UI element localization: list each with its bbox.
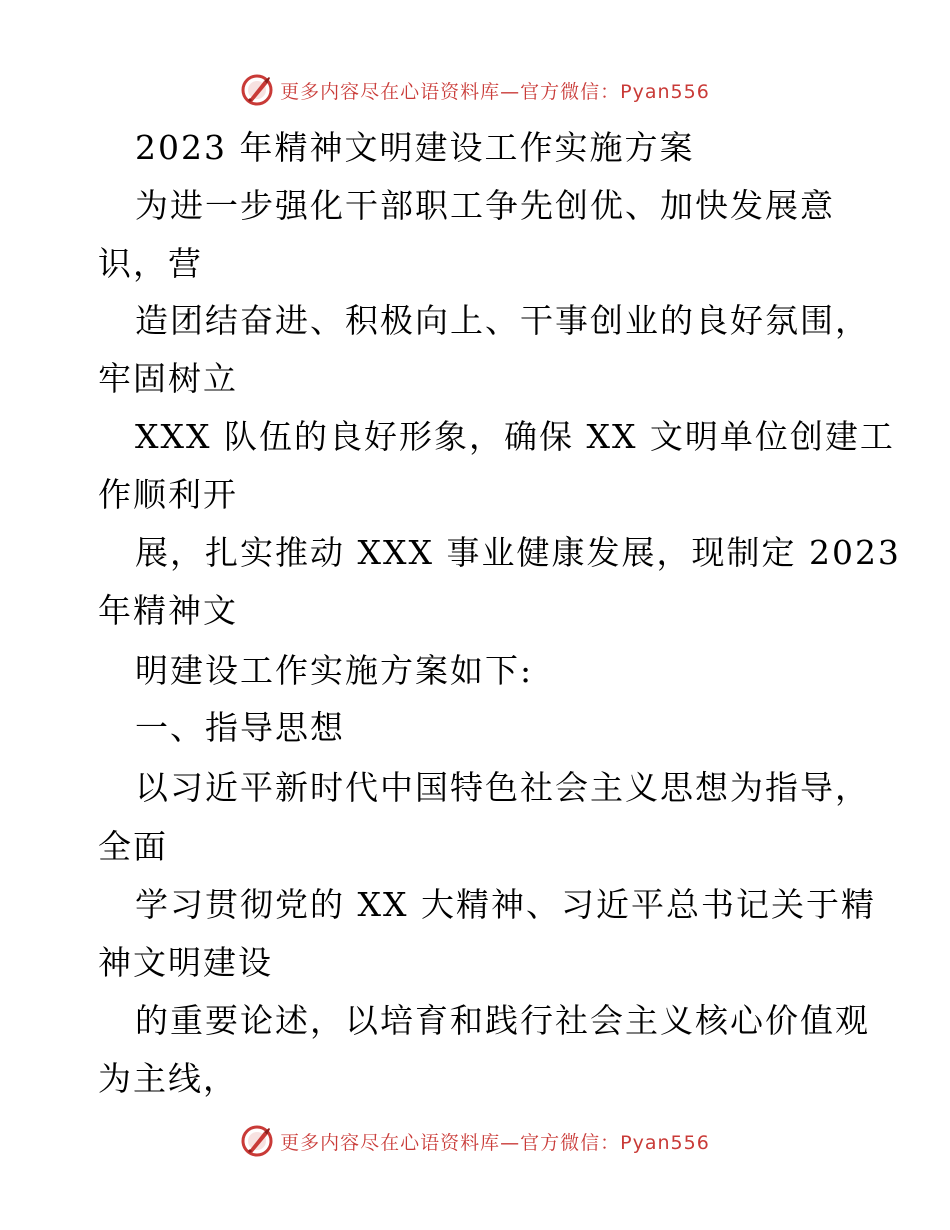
- paragraph-line: 以习近平新时代中国特色社会主义思想为指导，: [135, 768, 870, 807]
- paragraph-line: XXX 队伍的良好形象，确保 XX 文明单位创建工: [135, 417, 895, 456]
- document-title: 2023 年精神文明建设工作实施方案: [135, 128, 695, 167]
- paragraph-line: 展，扎实推动 XXX 事业健康发展，现制定 2023: [135, 533, 901, 572]
- paragraph-line: 学习贯彻党的 XX 大精神、习近平总书记关于精: [135, 885, 876, 924]
- paragraph-line: 年精神文: [98, 591, 238, 630]
- paragraph-line: 的重要论述，以培育和践行社会主义核心价值观: [135, 1001, 870, 1040]
- paragraph-line: 神文明建设: [98, 943, 273, 982]
- paragraph-line: 明建设工作实施方案如下:: [135, 651, 534, 690]
- feather-pen-seal-icon: [240, 1124, 274, 1158]
- header-banner: [0, 70, 950, 110]
- banner-text: 更多内容尽在心语资料库—官方微信：Pyan556: [280, 1131, 710, 1154]
- paragraph-line: 为进一步强化干部职工争先创优、加快发展意: [135, 186, 835, 225]
- banner-text: 更多内容尽在心语资料库—官方微信：Pyan556: [280, 80, 710, 103]
- paragraph-line: 作顺利开: [98, 475, 238, 514]
- section-heading: 一、指导思想: [135, 708, 345, 747]
- footer-banner: [0, 1121, 950, 1161]
- paragraph-line: 识，营: [98, 244, 203, 283]
- paragraph-line: 全面: [98, 827, 168, 866]
- paragraph-line: 造团结奋进、积极向上、干事创业的良好氛围，: [135, 301, 870, 340]
- paragraph-line: 牢固树立: [98, 359, 238, 398]
- feather-pen-seal-icon: [240, 73, 274, 107]
- paragraph-line: 为主线，: [98, 1059, 238, 1098]
